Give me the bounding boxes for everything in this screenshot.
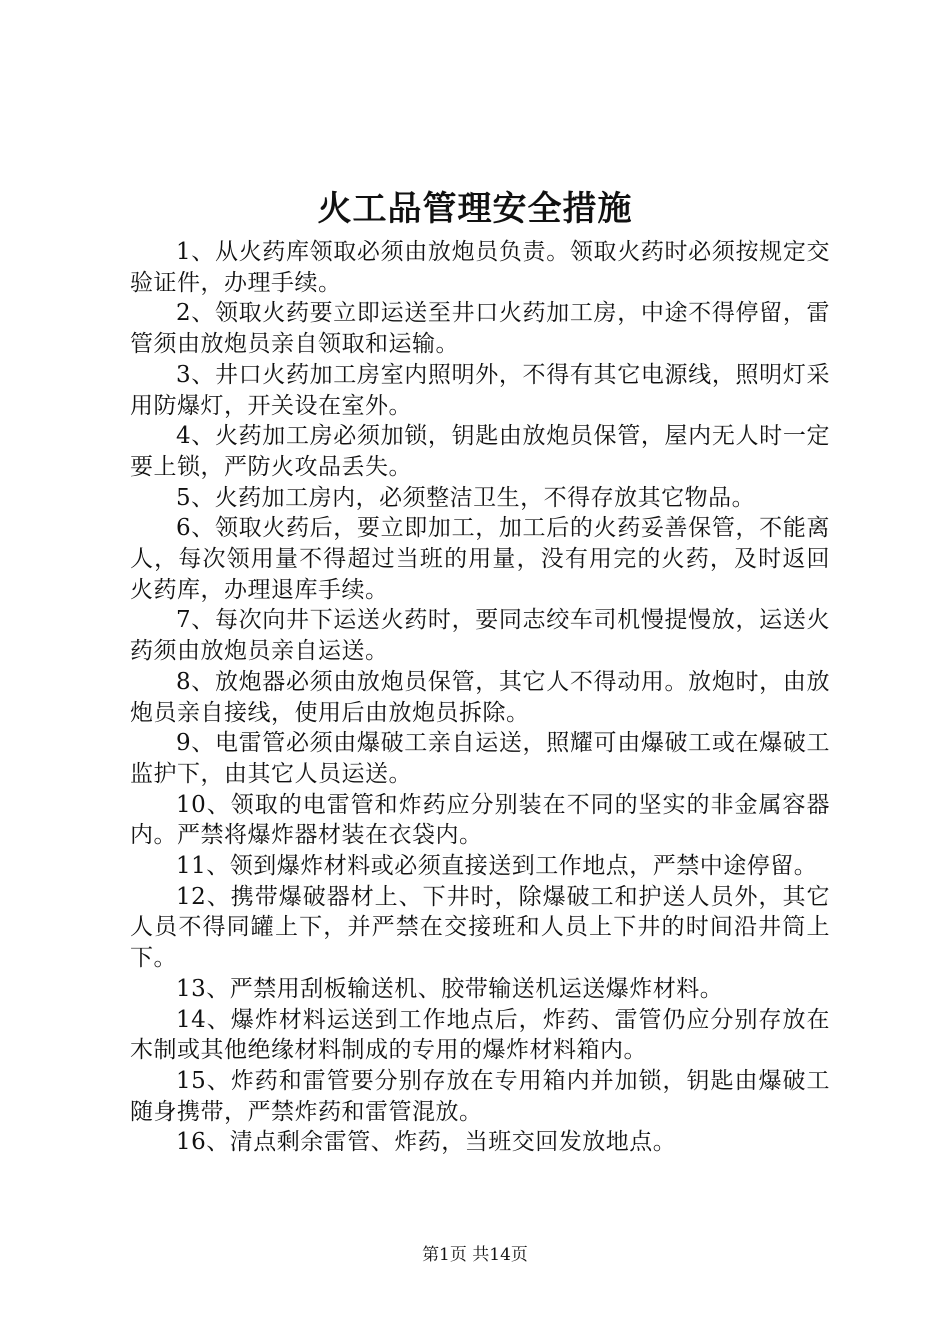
paragraph-2: 2、领取火药要立即运送至井口火药加工房，中途不得停留，雷管须由放炮员亲自领取和运输。	[130, 300, 830, 358]
paragraph-12: 12、携带爆破器材上、下井时，除爆破工和护送人员外，其它人员不得同罐上下，并严禁在交接班和人员上下井的时间沿井筒上下。	[130, 883, 830, 972]
paragraph-9: 9、电雷管必须由爆破工亲自运送，照耀可由爆破工或在爆破工监护下，由其它人员运送。	[130, 730, 830, 787]
page-footer: 第1页 共14页	[422, 1245, 528, 1265]
paragraph-4: 4、火药加工房必须加锁，钥匙由放炮员保管，屋内无人时一定要上锁，严防火攻品丢失。	[130, 423, 830, 480]
paragraph-5: 5、火药加工房内，必须整洁卫生，不得存放其它物品。	[176, 484, 756, 511]
paragraph-3: 3、井口火药加工房室内照明外，不得有其它电源线，照明灯采用防爆灯，开关设在室外。	[130, 361, 830, 419]
paragraph-10: 10、领取的电雷管和炸药应分别装在不同的坚实的非金属容器内。严禁将爆炸器材装在衣袋内。	[130, 791, 830, 849]
paragraph-1: 1、从火药库领取必须由放炮员负责。领取火药时必须按规定交验证件，办理手续。	[130, 239, 830, 296]
paragraph-7: 7、每次向井下运送火药时，要同志绞车司机慢提慢放，运送火药须由放炮员亲自运送。	[130, 607, 830, 665]
paragraph-16: 16、清点剩余雷管、炸药，当班交回发放地点。	[176, 1129, 677, 1156]
document-body	[130, 237, 830, 1158]
paragraph-13: 13、严禁用刮板输送机、胶带输送机运送爆炸材料。	[176, 975, 724, 1002]
paragraph-15: 15、炸药和雷管要分别存放在专用箱内并加锁，钥匙由爆破工随身携带，严禁炸药和雷管混放。	[130, 1067, 830, 1125]
paragraph-8: 8、放炮器必须由放炮员保管，其它人不得动用。放炮时，由放炮员亲自接线，使用后由放炮员拆除。	[130, 668, 830, 726]
paragraph-6: 6、领取火药后，要立即加工，加工后的火药妥善保管，不能离人，每次领用量不得超过当班的用量，没有用完的火药，及时返回火药库，办理退库手续。	[130, 515, 830, 603]
paragraph-11: 11、领到爆炸材料或必须直接送到工作地点，严禁中途停留。	[176, 853, 818, 880]
page-title: 火工品管理安全措施	[317, 189, 633, 229]
paragraph-14: 14、爆炸材料运送到工作地点后，炸药、雷管仍应分别存放在木制或其他绝缘材料制成的专用的爆炸材料箱内。	[130, 1006, 830, 1064]
